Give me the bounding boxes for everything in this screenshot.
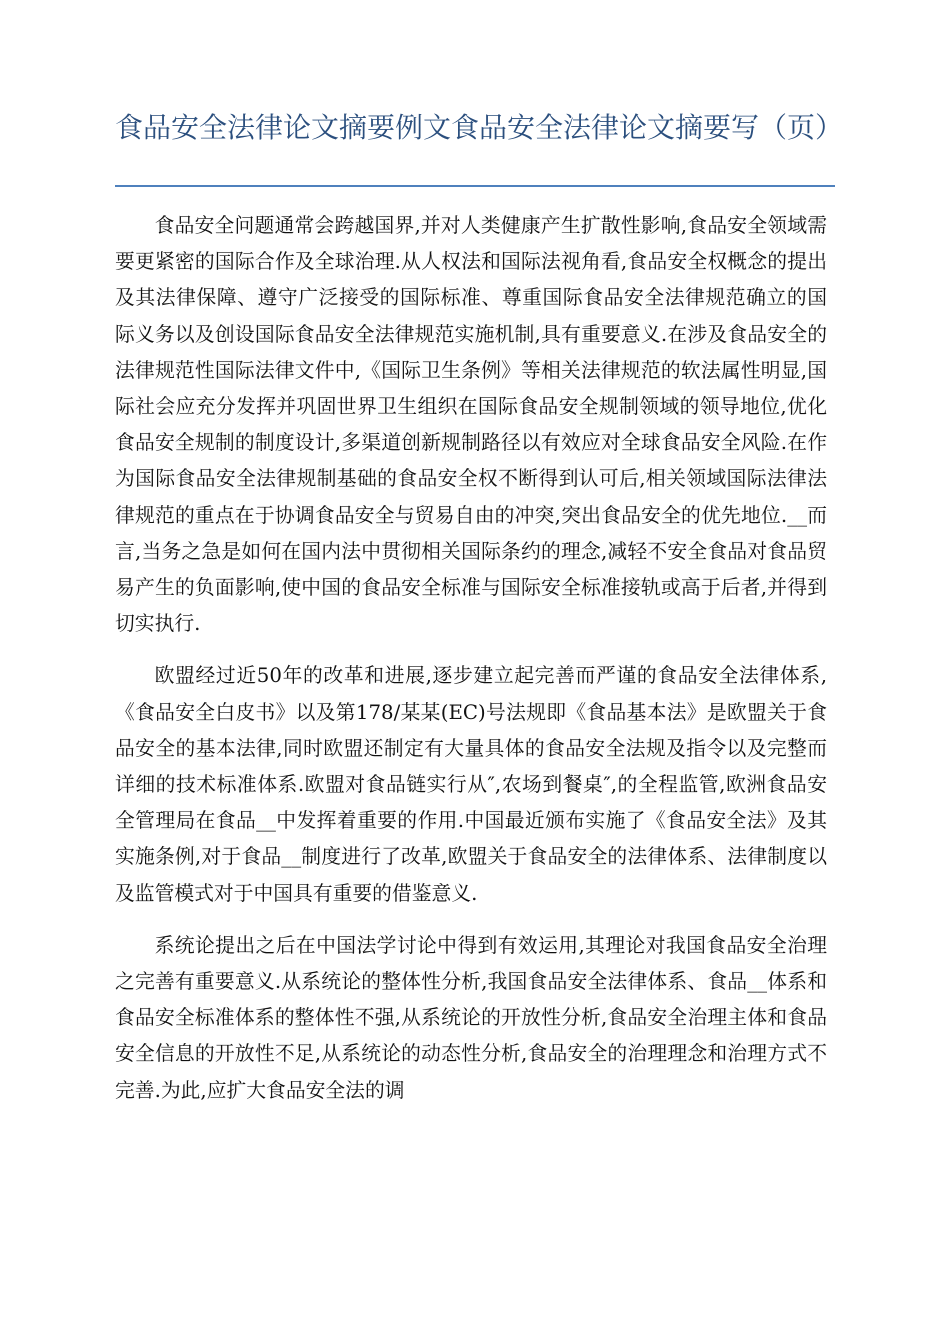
paragraph-3: 系统论提出之后在中国法学讨论中得到有效运用,其理论对我国食品安全治理之完善有重要意义.从系统论的整体性分析,我国食品安全法律体系、食品__体系和食品安全标准体系的整体性不强,从系统论的开放性分析,食品安全治理主体和食品安全信息的开放性不足,从系统论的动态性分析,食品安全的治理理念和治理方式不完善.为此,应扩大食品安全法的调 (115, 933, 827, 1102)
paragraph-2: 欧盟经过近50年的改革和进展,逐步建立起完善而严谨的食品安全法律体系,《食品安全白皮书》以及第178/某某(EC)号法规即《食品基本法》是欧盟关于食品安全的基本法律,同时欧盟还制定有大量具体的食品安全法规及指令以及完整而详细的技术标准体系.欧盟对食品链实行从″,农场到餐桌″,的全程监管,欧洲食品安全管理局在食品__中发挥着重要的作用.中国最近颁布实施了《食品安全法》及其实施条例,对于食品__制度进行了改革,欧盟关于食品安全的法律体系、法律制度以及监管模式对于中国具有重要的借鉴意义. (115, 664, 827, 905)
title-divider (115, 185, 835, 187)
document-body (115, 208, 827, 1125)
paragraph-1: 食品安全问题通常会跨越国界,并对人类健康产生扩散性影响,食品安全领域需要更紧密的国际合作及全球治理.从人权法和国际法视角看,食品安全权概念的提出及其法律保障、遵守广泛接受的国际标准、尊重国际食品安全法律规范确立的国际义务以及创设国际食品安全法律规范实施机制,具有重要意义.在涉及食品安全的法律规范性国际法律文件中,《国际卫生条例》等相关法律规范的软法属性明显,国际社会应充分发挥并巩固世界卫生组织在国际食品安全规制领域的领导地位,优化食品安全规制的制度设计,多渠道创新规制路径以有效应对全球食品安全风险.在作为国际食品安全法律规制基础的食品安全权不断得到认可后,相关领域国际法律法律规范的重点在于协调食品安全与贸易自由的冲突,突出食品安全的优先地位.__而言,当务之急是如何在国内法中贯彻相关国际条约的理念,减轻不安全食品对食品贸易产生的负面影响,使中国的食品安全标准与国际安全标准接轨或高于后者,并得到切实执行. (115, 214, 827, 636)
document-title: 食品安全法律论文摘要例文食品安全法律论文摘要写（页） (115, 111, 844, 144)
